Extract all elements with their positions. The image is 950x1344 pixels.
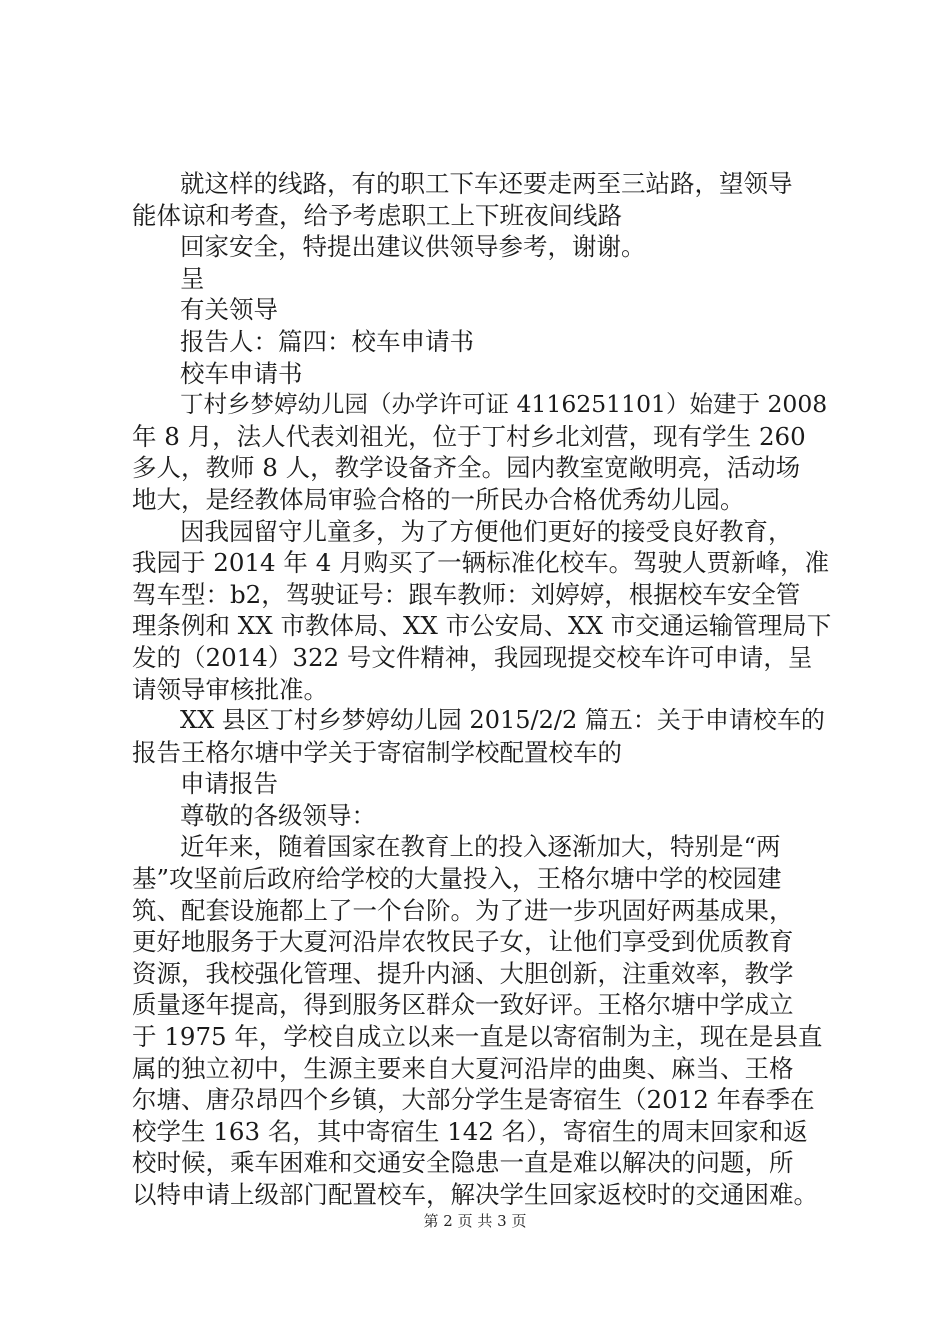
text-line: 能体谅和考查，给予考虑职工上下班夜间线路 <box>132 200 622 230</box>
text-line: 校学生 163 名，其中寄宿生 142 名），寄宿生的周末回家和返 <box>132 1116 808 1146</box>
text-line: 请领导审核批准。 <box>132 674 328 704</box>
text-line: 报告王格尔塘中学关于寄宿制学校配置校车的 <box>132 737 622 767</box>
text-line: 更好地服务于大夏河沿岸农牧民子女，让他们享受到优质教育 <box>132 927 794 957</box>
text-line: 以特申请上级部门配置校车，解决学生回家返校时的交通困难。 <box>132 1180 818 1209</box>
text-line: 回家安全，特提出建议供领导参考，谢谢。 <box>180 232 646 262</box>
text-line: 就这样的线路，有的职工下车还要走两至三站路，望领导 <box>180 169 793 198</box>
text-line: 呈 <box>180 263 205 293</box>
text-line: 申请报告 <box>180 769 278 799</box>
text-line: 理条例和 XX 市教体局、XX 市公安局、XX 市交通运输管理局下 <box>132 611 832 641</box>
text-line: 因我园留守儿童多，为了方便他们更好的接受良好教育， <box>180 516 793 546</box>
text-line: 尔塘、唐尕昂四个乡镇，大部分学生是寄宿生（2012 年春季在 <box>132 1085 815 1115</box>
text-line: 筑、配套设施都上了一个台阶。为了进一步巩固好两基成果， <box>132 895 794 925</box>
text-line: 尊敬的各级领导： <box>180 800 376 830</box>
page-number-footer: 第 2 页 共 3 页 <box>423 1212 527 1230</box>
text-line: 于 1975 年，学校自成立以来一直是以寄宿制为主，现在是县直 <box>132 1022 823 1052</box>
text-line: 报告人：篇四：校车申请书 <box>180 326 474 356</box>
text-line: 有关领导 <box>180 295 278 325</box>
text-line: 地大，是经教体局审验合格的一所民办合格优秀幼儿园。 <box>132 484 745 514</box>
text-line: 丁村乡梦婷幼儿园（办学许可证 4116251101）始建于 2008 <box>180 390 828 419</box>
text-line: 发的（2014）322 号文件精神，我园现提交校车许可申请，呈 <box>132 642 813 672</box>
text-line: 多人，教师 8 人，教学设备齐全。园内教室宽敞明亮，活动场 <box>132 453 801 483</box>
text-line: 近年来，随着国家在教育上的投入逐渐加大，特别是“两 <box>180 832 781 862</box>
text-line: 质量逐年提高，得到服务区群众一致好评。王格尔塘中学成立 <box>132 990 794 1020</box>
text-line: 年 8 月，法人代表刘祖光，位于丁村乡北刘营，现有学生 260 <box>132 421 806 451</box>
text-line: 属的独立初中，生源主要来自大夏河沿岸的曲奥、麻当、王格 <box>132 1053 794 1083</box>
text-line: 基”攻坚前后政府给学校的大量投入，王格尔塘中学的校园建 <box>132 864 782 894</box>
text-line: 我园于 2014 年 4 月购买了一辆标准化校车。驾驶人贾新峰，准 <box>132 548 830 578</box>
text-line: 驾车型：b2，驾驶证号：跟车教师：刘婷婷，根据校车安全管 <box>132 579 801 609</box>
document-body <box>132 168 832 1211</box>
text-line: 资源，我校强化管理、提升内涵、大胆创新，注重效率，教学 <box>132 958 794 988</box>
text-line: XX 县区丁村乡梦婷幼儿园 2015/2/2 篇五：关于申请校车的 <box>180 706 825 735</box>
text-line: 校时候，乘车困难和交通安全隐患一直是难以解决的问题，所 <box>132 1148 794 1178</box>
text-line: 校车申请书 <box>180 358 303 388</box>
